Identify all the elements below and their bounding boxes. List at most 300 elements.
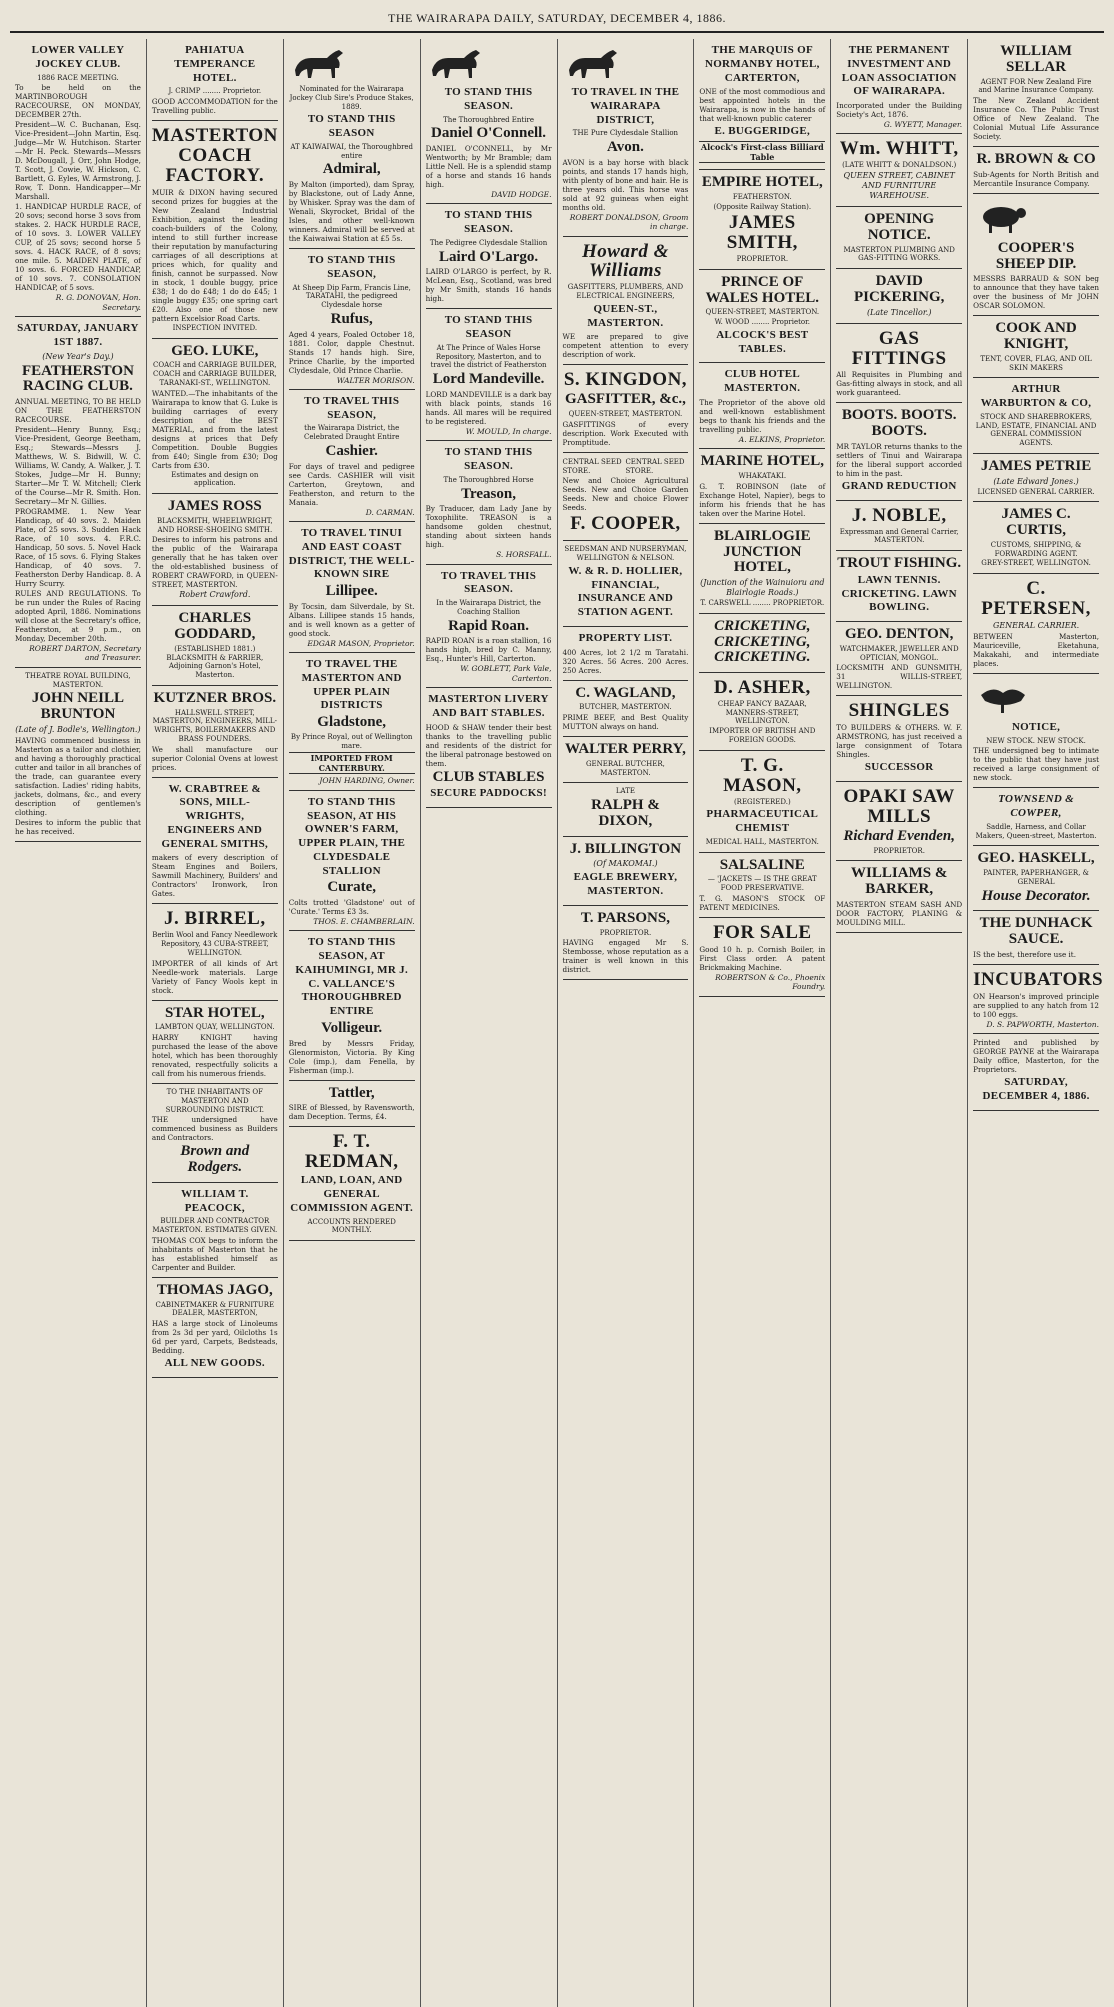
oconnell-sig: DAVID HODGE.: [491, 190, 552, 199]
brown-title: Brown and Rodgers.: [180, 1143, 250, 1175]
boots-ad: [836, 403, 962, 500]
livery-body: HOOD & SHAW tender their best thanks to the travelling public and residents of the district for the liberal patronage bestowed on them.: [425, 722, 552, 768]
treason-title: Treason,: [461, 485, 516, 502]
gas-fittings-ad: [836, 324, 962, 404]
sellar-title: WILLIAM SELLAR: [1000, 43, 1072, 75]
trout-title: TROUT FISHING.: [837, 555, 962, 572]
birrel-sub: Berlin Wool and Fancy Needlework Repository, 43 CUBA-STREET, WELLINGTON.: [152, 931, 278, 957]
cashier-sig: D. CARMAN.: [365, 507, 415, 517]
luke-ad: [152, 339, 278, 495]
incubators-ad: [973, 965, 1104, 1034]
rufus-place: At Sheep Dip Farm, Francis Line, TARATAHI, the pedigreed Clydesdale horse: [292, 283, 411, 309]
jockey-sub: 1886 RACE MEETING.: [37, 73, 119, 82]
brunton-body: HAVING commenced business in Masterton as a tailor and clothier, and having a thoroughly practical cutter and tailor in all branches of the trade, can guarantee every satisfaction. Ladies' riding habits, jackets, dolmans, &c., and every description of gentlemen's clothing.: [15, 735, 141, 817]
kingdon-body: GASFITTINGS of every description. Work Executed with Promptitude.: [562, 419, 689, 447]
shingles-title: SHINGLES: [848, 700, 950, 722]
townsend-title: TOWNSEND & COWPER,: [998, 793, 1074, 820]
normanby-foot: Alcock's First-class Billiard Table: [700, 142, 824, 162]
sheep-icon: [973, 199, 1033, 235]
howard-title: Howard & Williams: [582, 240, 669, 282]
sale-sig: ROBERTSON & Co., Phoenix Foundry.: [715, 972, 826, 992]
townsend-sub: Saddle, Harness, and Collar Makers, Queen-street, Masterton.: [975, 822, 1097, 840]
incubators-title: INCUBATORS: [973, 968, 1104, 990]
asher-ad: [699, 673, 825, 751]
largo-sub: The Pedigree Clydesdale Stallion: [429, 238, 548, 247]
column-4: [421, 39, 558, 2007]
cricket-lines: CRICKETING, CRICKETING, CRICKETING.: [714, 617, 811, 666]
empire-title: EMPIRE HOTEL,: [701, 174, 823, 190]
rapid-roan-sig: W. GOBLETT, Park Vale, Carterton.: [460, 664, 552, 683]
temperance-prop: J. CRIMP ........ Proprietor.: [168, 87, 262, 96]
lillipee-ad: [289, 522, 415, 653]
permanent-sig: G. WYETT, Manager.: [883, 120, 963, 129]
goddard-title: CHARLES GODDARD,: [174, 610, 256, 643]
trout-ad: [836, 551, 962, 622]
cashier-sub: the Wairarapa District, the Celebrated Draught Entire: [304, 424, 400, 442]
gladstone-sub: By Prince Royal, out of Wellington mare.: [290, 732, 413, 750]
redman-ad: [289, 1127, 415, 1241]
ralph-sub: LATE: [615, 787, 635, 796]
crabtree-body: makers of every description of Steam Engines and Boilers, Sawmill Machinery, Builders' and Contractors' Ironwork, Iron Gates.: [151, 853, 278, 899]
kingdon-sub: GASFITTER, &c.,: [565, 391, 686, 408]
goddard-ad: [152, 606, 278, 686]
birrel-title: J. BIRREL,: [164, 908, 266, 930]
cooperdip-body: MESSRS BARRAUD & SON beg to announce that they have taken over the business of Mr JOHN OSCAR SOLOMON.: [973, 274, 1099, 311]
sawmills-title: OPAKI SAW MILLS: [843, 786, 955, 827]
mason-role: PHARMACEUTICAL CHEMIST: [706, 808, 819, 835]
curate-body: Colts trotted 'Gladstone' out of 'Curate.' Terms £3 3s.: [288, 898, 415, 916]
rufus-body: Aged 4 years, Foaled October 18, 1881. Color, dapple Chestnut. Stands 17 hands high. Sire, Prince Charlie, by the imported Clydesdale, Old Prince Charlie.: [288, 329, 415, 375]
williams-body: MASTERTON STEAM SASH AND DOOR FACTORY, PLANING & MOULDING MILL.: [836, 899, 963, 927]
avon-sig: ROBERT DONALDSON, Groom in charge.: [569, 212, 689, 232]
coach-title: MASTERTON COACH FACTORY.: [151, 125, 278, 186]
warburton-ad: [973, 378, 1099, 454]
curate-ad: [289, 791, 415, 932]
temperance-title: PAHIATUA TEMPERANCE HOTEL.: [174, 44, 256, 84]
treason-ad: [426, 441, 552, 564]
ross-foot: Robert Crawford.: [179, 590, 251, 600]
tattler-ad: [289, 1081, 415, 1128]
admiral-ad: [289, 39, 415, 249]
howard-sub: GASFITTERS, PLUMBERS, AND ELECTRICAL ENGINEERS,: [567, 283, 684, 301]
admiral-body: By Malton (imported), dam Spray, by Blackstone, out of Lady Anne, by Whisker. Spray was the dam of Wenali, Skyrocket, Bridal of the Isles, and other well-known winners. Admiral will be served at the Kaiwaiwai Station at £5 5s.: [288, 180, 415, 243]
jago-body: HAS a large stock of Linoleums from 2s 3d per yard, Oilcloths 1s 6d per yard, Carpets, Bedsteads, Bedding.: [151, 1319, 278, 1355]
jockey-programme: 1. HANDICAP HURDLE RACE, of 20 sovs; second horse 3 sovs from stakes. 2. HACK HURDLE RACE, of 10 sovs. 3. LOWER VALLEY CUP, of 25 sovs; second horse 5 sovs. 4. HACK RACE, of 8 sovs; one mile. 5. MAIDEN PLATE, of 10 sovs. 6. FORCED HANDICAP, of 10 sovs. 7. CONSOLATION HANDICAP, of 5 sovs.: [15, 202, 141, 293]
kingdon-title: S. KINGDON,: [563, 369, 688, 391]
cook-title: COOK AND KNIGHT,: [995, 320, 1077, 352]
star-sub: LAMBTON QUAY, WELLINGTON.: [155, 1023, 275, 1032]
mason-sub: (REGISTERED.): [733, 797, 791, 806]
horse-icon: [426, 44, 486, 80]
coach-body: MUIR & DIXON having secured second prizes for buggies at the New Zealand Industrial Exhibition, against the leading coach-builders of the Colony, intend to still further increase their reputation by manufacturing carriages of all descriptions at prices which, for quality and finish, cannot be surpassed. Now in stock, 1 double buggy, price £38; 1 do do £48; 1 do do £45; 1 single buggy £35; one spring cart £20. Also one of those new pattern Excelsior Road Carts.: [151, 187, 278, 323]
temperance-ad: [152, 39, 278, 121]
masthead-title: THE WAIRARAPA DAILY, SATURDAY, DECEMBER 4, 1886.: [388, 11, 726, 25]
petersen-ad: [973, 574, 1099, 674]
club-hotel-ad: [699, 363, 825, 449]
asher-sub: CHEAP FANCY BAZAAR, MANNERS-STREET, WELLINGTON.: [717, 699, 807, 726]
avon-body: AVON is a bay horse with black points, and stands 17 hands high, with plenty of bone and hair. He is three years old. This horse was sold at 92 guineas when eight months old.: [562, 157, 689, 212]
petersen-title: C. PETERSEN,: [981, 578, 1091, 619]
parsons-title: T. PARSONS,: [580, 909, 670, 926]
petrie-ad: [973, 454, 1099, 503]
blairlogie-prop: T. CARSWELL ........ PROPRIETOR.: [700, 599, 825, 607]
wagland-title: C. WAGLAND,: [575, 684, 676, 701]
gladstone-import: IMPORTED FROM CANTERBURY.: [289, 752, 415, 774]
columns: [10, 39, 1104, 2007]
racing-title: FEATHERSTON RACING CLUB.: [21, 362, 134, 395]
oconnell-sub: The Thoroughbred Entire: [443, 115, 534, 124]
cashier-ad: [289, 390, 415, 522]
for-sale-ad: [699, 918, 825, 997]
salsaline-ad: [699, 853, 825, 918]
treason-season: TO STAND THIS SEASON.: [444, 446, 533, 472]
empire-place: (Opposite Railway Station).: [713, 202, 812, 211]
sawmills-sub: Richard Evenden,: [843, 827, 956, 844]
cooper-sub: SEEDSMAN AND NURSERYMAN, WELLINGTON & NELSON.: [564, 545, 687, 562]
coach-foot: INSPECTION INVITED.: [172, 323, 258, 332]
asher-place: IMPORTER OF BRITISH AND FOREIGN GOODS.: [709, 727, 816, 744]
coach-factory-ad: [152, 121, 278, 339]
luke-foot: Estimates and design on application.: [171, 470, 259, 488]
seed-store-sig: F. COOPER,: [570, 513, 681, 535]
boots-body: MR TAYLOR returns thanks to the settlers of Tinui and Wairarapa for the liberal support accorded to him in the past.: [836, 441, 963, 478]
cooper-dip-ad: [973, 194, 1099, 317]
rufus-title: Rufus,: [330, 310, 373, 327]
club-title: CLUB HOTEL MASTERTON.: [724, 368, 801, 395]
blairlogie-sub: (Junction of the Wainuioru and Blairlogie Roads.): [700, 578, 825, 597]
imprint-date: SATURDAY, DECEMBER 4, 1886.: [982, 1076, 1090, 1102]
perry-sub: GENERAL BUTCHER, MASTERTON.: [585, 759, 665, 777]
howard-place: QUEEN-ST., MASTERTON.: [587, 302, 664, 329]
volligeur-season: TO STAND THIS SEASON, AT KAIHUMINGI, MR J. C. VALLANCE'S THOROUGHBRED ENTIRE: [295, 936, 409, 1018]
ross-sub: BLACKSMITH, WHEELWRIGHT, AND HORSE-SHOEING SMITH.: [156, 516, 273, 534]
brown-sub: TO THE INHABITANTS OF MASTERTON AND SURROUNDING DISTRICT.: [165, 1088, 265, 1114]
perry-title: WALTER PERRY,: [564, 741, 686, 757]
normanby-body: ONE of the most commodious and best appointed hotels in the Wairarapa, is now in the hands of that well-known public caterer: [699, 87, 826, 124]
jago-ad: [152, 1278, 278, 1378]
noble-title: J. NOBLE,: [851, 504, 947, 526]
billington-sub: (Of MAKOMAI.): [593, 859, 658, 869]
livery-sub: CLUB STABLES: [432, 768, 545, 785]
kutzner-ad: [152, 686, 278, 778]
notice-ad: [973, 674, 1099, 789]
haskell-ad: [973, 846, 1099, 911]
peacock-title: WILLIAM T. PEACOCK,: [181, 1187, 249, 1214]
racing-programme: PROGRAMME. 1. New Year Handicap, of 40 sovs. 2. Maiden Plate, of 25 sovs. 3. Sudden Hack Race, of 10 sovs. 4. F.R.C. Handicap, 50 sovs. 5. Novel Hack Race, of 15 sovs. 6. Flying Stakes Handicap, of 40 sovs. 7. Featherston Derby Handicap. 8. A Hurry Scurry.: [15, 507, 141, 588]
prince-title: PRINCE OF WALES HOTEL.: [705, 273, 819, 306]
whitt-title: Wm. WHITT,: [839, 138, 959, 160]
kutzner-title: KUTZNER BROS.: [153, 689, 277, 706]
williams-title: WILLIAMS & BARKER,: [851, 865, 948, 898]
mandeville-ad: [426, 309, 552, 441]
petersen-body: BETWEEN Masterton, Mauriceville, Eketahuna, Makakahi, and intermediate places.: [973, 631, 1099, 668]
parsons-sub: PROPRIETOR.: [599, 928, 652, 937]
avon-title: TO TRAVEL IN THE WAIRARAPA DISTRICT,: [571, 86, 680, 126]
horse-icon: [563, 44, 623, 80]
livery-foot: SECURE PADDOCKS!: [430, 787, 547, 800]
rufus-sig: WALTER MORISON.: [336, 375, 415, 385]
curtis-title: JAMES C. CURTIS,: [1001, 506, 1071, 538]
tattler-body: SIRE of Blessed, by Ravensworth, dam Deception. Terms, £4.: [288, 1103, 415, 1122]
curate-season: TO STAND THIS SEASON, AT HIS OWNER'S FARM, UPPER PLAIN, THE CLYDESDALE STALLION: [298, 795, 406, 877]
prince-foot: ALCOCK'S BEST TABLES.: [716, 328, 809, 355]
normanby-title: THE MARQUIS OF NORMANBY HOTEL, CARTERTON,: [704, 44, 820, 84]
denton-body: LOCKSMITH AND GUNSMITH, 31 WILLIS-STREET, WELLINGTON.: [836, 663, 963, 691]
townsend-ad: [973, 788, 1099, 846]
salsaline-title: SALSALINE: [719, 856, 805, 873]
marine-sub: WHAKATAKI.: [738, 472, 787, 480]
masthead: [10, 6, 1104, 33]
gladstone-season: TO TRAVEL THE MASTERTON AND UPPER PLAIN DISTRICTS: [301, 658, 402, 712]
oconnell-season: TO STAND THIS SEASON.: [444, 86, 533, 112]
luke-body: WANTED.—The inhabitants of the Wairarapa to know that G. Luke is building carriages of every description of the BEST MATERIAL, and from the latest designs at prices that Defy Competition. Double Buggies from £40; Single from £30; Dog Carts from £30.: [151, 388, 278, 470]
gladstone-sig: JOHN HARDING, Owner.: [319, 776, 415, 786]
jago-sub: CABINETMAKER & FURNITURE DEALER, MASTERTON,: [155, 1300, 275, 1318]
cooper-place: W. & R. D. HOLLIER, FINANCIAL, INSURANCE AND STATION AGENT.: [568, 564, 683, 618]
kingdon-place: QUEEN-STREET, MASTERTON.: [568, 410, 683, 419]
horse-icon: [289, 44, 349, 80]
largo-season: TO STAND THIS SEASON.: [444, 209, 533, 236]
racing-rules: RULES AND REGULATIONS. To be run under the Rules of Racing adopted April, 1886. Nominations will close at the Secretary's office, Featherston, at 9 p.m., on Monday, December 20th.: [15, 589, 141, 643]
normanby-ad: [699, 39, 825, 170]
mason-ad: [699, 751, 825, 853]
brown-rodgers-ad: [152, 1084, 278, 1183]
haskell-title: GEO. HASKELL,: [977, 850, 1095, 867]
parsons-body: HAVING engaged Mr S. Stembosse, whose reputation as a trainer is well known in this district.: [562, 938, 689, 975]
permanent-title: THE PERMANENT INVESTMENT AND LOAN ASSOCIATION OF WAIRARAPA.: [841, 44, 957, 98]
curate-sig: THOS. E. CHAMBERLAIN.: [313, 917, 415, 926]
admiral-place: AT KAIWAIWAI, the Thoroughbred entire: [290, 142, 414, 160]
notice-body: THE undersigned beg to intimate to the public that they have just received a large consignment of new stock.: [973, 746, 1099, 783]
column-3: [284, 39, 421, 2007]
prince-wales-ad: [699, 270, 825, 364]
empire-hotel-ad: [699, 170, 825, 270]
seed-store-body: New and Choice Agricultural Seeds. New and Choice Garden Seeds. New and choice Flower Seeds.: [562, 476, 689, 513]
incubators-sig: D. S. PAPWORTH, Masterton.: [986, 1019, 1099, 1029]
racing-sig: ROBERT DARTON, Secretary and Treasurer.: [29, 644, 141, 663]
star-hotel-ad: [152, 1001, 278, 1085]
billington-title: J. BILLINGTON: [569, 840, 682, 857]
jockey-sig: R. G. DONOVAN, Hon. Secretary.: [55, 293, 141, 312]
column-1: [10, 39, 147, 2007]
warburton-sub: STOCK AND SHAREBROKERS, LAND, ESTATE, FINANCIAL AND GENERAL COMMISSION AGENTS.: [975, 412, 1097, 447]
wagland-ad: [563, 681, 689, 738]
seed-store-ad: [563, 453, 689, 541]
oconnell-body: DANIEL O'CONNELL, by Mr Wentworth; by Mr Bramble; dam Little Nell. He is a splendid stamp of a horse and stands 16 hands high.: [425, 144, 552, 189]
dunhack-title: THE DUNHACK SAUCE.: [979, 915, 1093, 948]
crabtree-ad: [152, 778, 278, 905]
ralph-title: RALPH & DIXON,: [591, 797, 660, 829]
sale-title: FOR SALE: [713, 921, 812, 943]
saw-mills-ad: [836, 782, 962, 861]
property-list-ad: [563, 627, 689, 681]
salsaline-sub: — 'JACKETS — IS THE GREAT FOOD PRESERVATIVE.: [707, 875, 817, 893]
shingles-body: TO BUILDERS & OTHERS. W. F. ARMSTRONG, has just received a large consignment of Totara Shingles.: [836, 723, 963, 760]
avon-name: Avon.: [607, 139, 644, 155]
sellar-sub: AGENT FOR New Zealand Fire and Marine Insurance Company.: [978, 77, 1094, 95]
birrel-ad: [152, 904, 278, 1000]
cashier-body: For days of travel and pedigree see Cards. CASHIER will visit Carterton, Greytown, and Featherston, and return to the Manaia.: [288, 461, 415, 507]
property-items: 400 Acres, lot 2 1/2 m Taratahi. 320 Acres. 56 Acres. 200 Acres. 250 Acres.: [562, 647, 689, 675]
denton-title: GEO. DENTON,: [844, 626, 954, 643]
howard-williams-ad: [563, 237, 689, 366]
boots-title: BOOTS. BOOTS. BOOTS.: [841, 407, 957, 440]
denton-sub: WATCHMAKER, JEWELLER AND OPTICIAN, MONGOL.: [839, 644, 959, 662]
jockey-title: LOWER VALLEY JOCKEY CLUB.: [31, 44, 125, 70]
brunton-title: JOHN NEILL BRUNTON: [31, 690, 124, 722]
gas-title: GAS FITTINGS: [851, 327, 947, 369]
brunton-head: THEATRE ROYAL BUILDING, MASTERTON.: [25, 671, 131, 689]
mandeville-body: LORD MANDEVILLE is a dark bay with black points, stands 16 hands. All mares will be required to be registered.: [425, 389, 552, 426]
williams-barker-ad: [836, 861, 962, 933]
permanent-body: Incorporated under the Building Society's Act, 1876.: [836, 101, 963, 119]
tattler-title: Tattler,: [328, 1084, 375, 1101]
admiral-title: Admiral,: [322, 161, 381, 178]
mason-place: MEDICAL HALL, MASTERTON.: [705, 837, 819, 846]
normanby-prop: E. BUGGERIDGE,: [714, 125, 811, 138]
racing-date: SATURDAY, JANUARY 1ST 1887.: [17, 322, 139, 348]
sale-body: Good 10 h. p. Cornish Boiler, in First Class order. A patent Brickmaking Machine.: [699, 944, 826, 972]
mandeville-title: Lord Mandeville.: [432, 371, 545, 388]
empire-prop: JAMES SMITH,: [726, 212, 798, 254]
kutzner-sub: HALLSWELL STREET, MASTERTON, ENGINEERS, MILL-WRIGHTS, BOILERMAKERS AND BRASS FOUNDERS.: [152, 708, 277, 743]
property-title: PROPERTY LIST.: [578, 631, 673, 644]
curate-title: Curate,: [327, 879, 377, 896]
haskell-name: House Decorator.: [981, 887, 1091, 904]
marine-title: MARINE HOTEL,: [700, 453, 824, 470]
treason-sig: S. HORSFALL.: [496, 550, 552, 560]
parsons-ad: [563, 906, 689, 981]
redman-title: F. T. REDMAN,: [304, 1131, 399, 1173]
racing-club-ad: [15, 317, 141, 668]
volligeur-ad: [289, 931, 415, 1080]
racing-lead: ANNUAL MEETING, TO BE HELD ON THE FEATHERSTON RACECOURSE.: [15, 397, 141, 424]
whitt-place: QUEEN STREET, CABINET AND FURNITURE WAREHOUSE.: [843, 171, 955, 201]
racing-sub: (New Year's Day.): [42, 351, 114, 361]
cashier-title: Cashier.: [325, 442, 378, 459]
gladstone-title: Gladstone,: [317, 714, 387, 731]
denton-ad: [836, 622, 962, 696]
boots-foot: GRAND REDUCTION: [841, 479, 957, 492]
cook-knight-ad: [973, 316, 1099, 378]
lillipee-title: Lillipee.: [325, 583, 378, 599]
luke-sub: COACH and CARRIAGE BUILDER, COACH and CARRIAGE BUILDER, TARANAKI-ST., WELLINGTON.: [153, 361, 277, 387]
jockey-officers: President—W. C. Buchanan, Esq. Vice-President—John Martin, Esq. Judge—Mr W. Hutchison. Starter—Mr H. Peck. Stewards—Messrs D. McDougall, J. Orr, John Hodge, T. Scott, J. Cowie, W. Hickson, C. Bartlett, G. Eyles, W. Armstrong, J. Row, T. Donn. Handicapper—Mr Marshall.: [15, 120, 141, 202]
rapid-roan-body: RAPID ROAN is a roan stallion, 16 hands high, bred by C. Manny, Esq., Hunter's Hill, Carterton.: [425, 636, 552, 664]
wagland-sub: BUTCHER, MASTERTON.: [579, 703, 672, 712]
permanent-ad: [836, 39, 962, 134]
kutzner-body: We shall manufacture our superior Colonial Ovens at lowest prices.: [151, 744, 278, 772]
ross-ad: [152, 494, 278, 606]
star-title: STAR HOTEL,: [164, 1004, 265, 1021]
brownco-body: Sub-Agents for North British and Mercantile Insurance Company.: [973, 169, 1099, 188]
notice-title: NOTICE,: [1011, 720, 1061, 733]
asher-title: D. ASHER,: [713, 677, 811, 698]
club-sig: A. ELKINS, Proprietor.: [738, 434, 826, 444]
shingles-ad: [836, 696, 962, 782]
curtis-place: GREY-STREET, WELLINGTON.: [981, 559, 1091, 568]
rapid-roan-ad: [426, 565, 552, 689]
largo-ad: [426, 204, 552, 309]
column-8: [968, 39, 1104, 2007]
trout-sub: LAWN TENNIS. CRICKETING. LAWN BOWLING.: [841, 573, 957, 614]
mandeville-season: TO STAND THIS SEASON: [444, 314, 533, 341]
racing-officers: President—Henry Bunny, Esq.; Vice-President, George Beetham, Esq.; Stewards—Messrs J. Matthews, W. S. Bidwill, W. C. Williams, W. Candy, A. Walker, J. T. Stokes, Judge—Mr H. Bunny; Starter—Mr T. W. Mitchell; Clerk of the Course—Mr R. Smith. Hon. Secretary—Mr N. Gillies.: [15, 425, 141, 506]
cooperdip-title: COOPER'S SHEEP DIP.: [995, 239, 1077, 272]
volligeur-body: Bred by Messrs Friday, Glenormiston, Victoria. By King Cole (imp.), dam Fenella, by Fisherman (imp.).: [288, 1038, 415, 1075]
sellar-body: The New Zealand Accident Insurance Co. The Public Trust Office of New Zealand. The Colonial Mutual Life Assurance Society.: [973, 96, 1099, 141]
cashier-season: TO TRAVEL THIS SEASON,: [304, 394, 400, 421]
marine-hotel-ad: [699, 449, 825, 524]
treason-body: By Traducer, dam Lady Jane by Toxophilite. TREASON is a handsome golden chestnut, standing about sixteen hands high.: [425, 504, 552, 550]
petersen-sub: GENERAL CARRIER.: [992, 620, 1080, 630]
haskell-sub: PAINTER, PAPERHANGER, & GENERAL: [983, 869, 1089, 886]
peacock-ad: [152, 1183, 278, 1278]
redman-foot: ACCOUNTS RENDERED MONTHLY.: [307, 1217, 396, 1235]
birrel-body: IMPORTER of all kinds of Art Needle-work materials. Large Variety of Fancy Wools kept in stock.: [151, 958, 278, 995]
dunhack-ad: [973, 911, 1099, 965]
treason-sub: The Thoroughbred Horse: [443, 475, 534, 484]
ross-title: JAMES ROSS: [167, 498, 262, 515]
noble-sub: Expressman and General Carrier, MASTERTON.: [839, 527, 959, 545]
brunton-ad: [15, 668, 141, 842]
shingles-foot: SUCCESSOR: [864, 761, 934, 774]
gladstone-ad: [289, 653, 415, 791]
rapid-roan-title: Rapid Roan.: [448, 617, 529, 634]
avon-sub: THE Pure Clydesdale Stallion: [572, 129, 679, 138]
brown-co-ad: [973, 147, 1099, 194]
largo-body: LAIRD O'LARGO is perfect, by R. McLean, Esq., Scotland, was bred by Mr Smith, stands 16 hands high.: [425, 267, 552, 304]
volligeur-title: Volligeur.: [321, 1019, 383, 1036]
column-6: [694, 39, 831, 2007]
mandeville-sig: W. MOULD, In charge.: [465, 426, 552, 436]
sellar-ad: [973, 39, 1099, 147]
billington-ad: [563, 837, 689, 906]
perry-ad: [563, 737, 689, 783]
petrie-body: LICENSED GENERAL CARRIER.: [977, 487, 1095, 496]
avon-ad: [563, 39, 689, 237]
brownco-title: R. BROWN & CO: [976, 151, 1096, 167]
luke-title: GEO. LUKE,: [171, 342, 259, 359]
pickering-ad: [836, 269, 962, 324]
petrie-sub: (Late Edward Jones.): [993, 476, 1079, 486]
whitt-sub: (LATE WHITT & DONALDSON.): [842, 161, 957, 170]
crabtree-title: W. CRABTREE & SONS, MILL-WRIGHTS, ENGINEERS AND GENERAL SMITHS,: [161, 782, 269, 850]
column-2: [147, 39, 284, 2007]
jago-foot: ALL NEW GOODS.: [164, 1357, 265, 1369]
blairlogie-title: BLAIRLOGIE JUNCTION HOTEL,: [713, 527, 811, 576]
opening-body: MASTERTON PLUMBING AND GAS-FITTING WORKS.: [843, 245, 955, 263]
blairlogie-ad: [699, 524, 825, 614]
pickering-title: DAVID PICKERING,: [853, 273, 945, 305]
brown-body: THE undersigned have commenced business as Builders and Contractors.: [151, 1115, 278, 1143]
column-7: [831, 39, 968, 2007]
livery-title: MASTERTON LIVERY AND BAIT STABLES.: [428, 693, 549, 719]
prince-place: QUEEN-STREET, MASTERTON.: [705, 308, 820, 317]
prince-prop: W. WOOD ........ Proprietor.: [714, 318, 810, 327]
seed-store-right: CENTRAL SEED STORE.: [625, 457, 685, 475]
cricket-ad: [699, 614, 825, 673]
kingdon-ad: [563, 365, 689, 452]
redman-sub: LAND, LOAN, AND GENERAL COMMISSION AGENT.: [290, 1174, 414, 1214]
jockey-lead: To be held on the MARTINBOROUGH RACECOURSE, ON MONDAY, DECEMBER 27th.: [15, 83, 141, 120]
imprint: [973, 1034, 1099, 1111]
salsaline-body: T. G. MASON'S STOCK OF PATENT MEDICINES.: [699, 893, 826, 912]
dunhack-body: IS the best, therefore use it.: [973, 949, 1076, 959]
wagland-body: PRIME BEEF, and Best Quality MUTTON always on hand.: [562, 713, 689, 731]
admiral-season: TO STAND THIS SEASON: [307, 113, 396, 139]
marine-body: G. T. ROBINSON (late of Exchange Hotel, Napier), begs to inform his friends that he has taken over the Marine Hotel.: [699, 481, 826, 518]
